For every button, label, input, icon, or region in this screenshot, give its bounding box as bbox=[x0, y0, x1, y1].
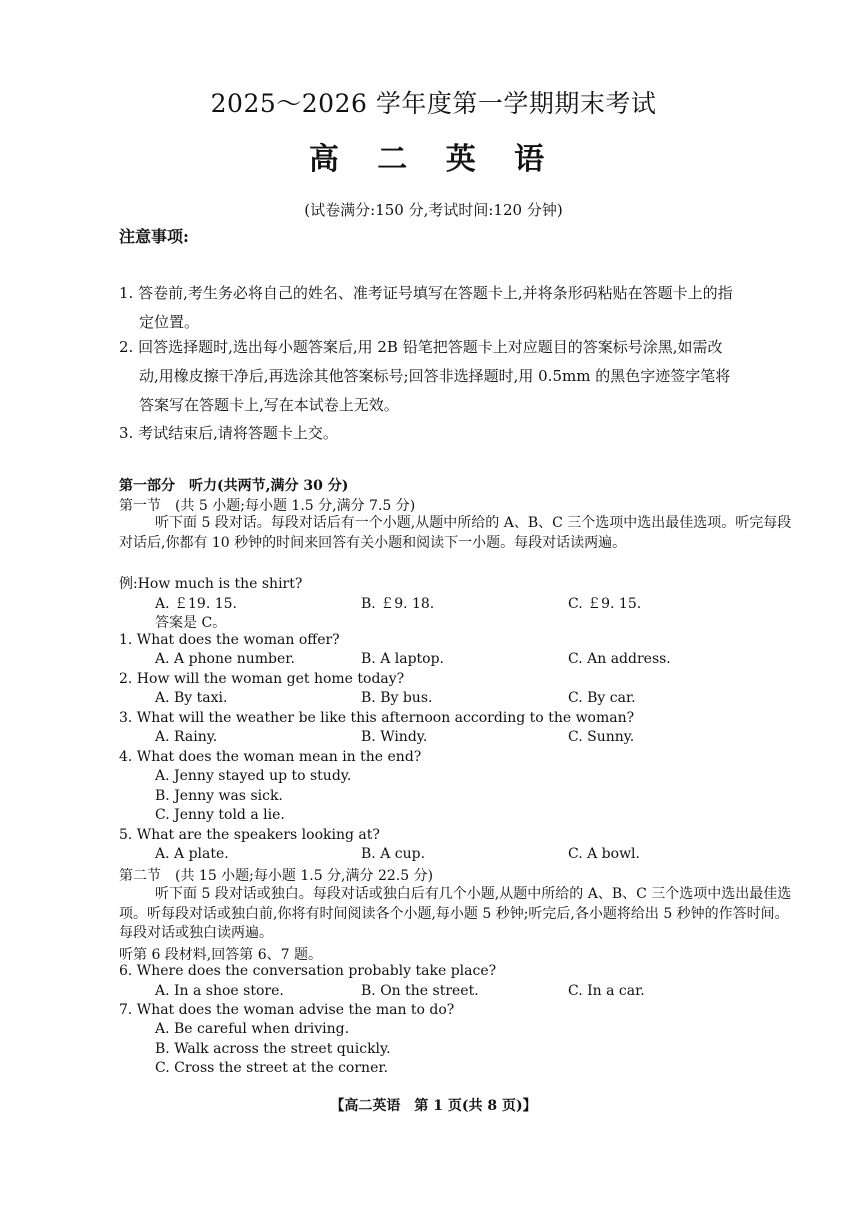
question-2-option-a: A. By taxi. bbox=[155, 690, 228, 706]
exam-title: 2025～2026 学年度第一学期期末考试 bbox=[210, 89, 657, 118]
notice-line: 2. 回答选择题时,选出每小题答案后,用 2B 铅笔把答题卡上对应题目的答案标号涂黑,如需改 bbox=[119, 338, 723, 356]
exam-info: (试卷满分:150 分,考试时间:120 分钟) bbox=[304, 201, 563, 219]
question-6-option-c: C. In a car. bbox=[568, 983, 645, 999]
notice-line: 3. 考试结束后,请将答题卡上交。 bbox=[119, 424, 338, 442]
question-1: 1. What does the woman offer? bbox=[119, 632, 340, 648]
notice-item-2 bbox=[119, 333, 799, 420]
question-7-option-c: C. Cross the street at the corner. bbox=[155, 1060, 388, 1076]
notice-line: 答案写在答题卡上,写在本试卷上无效。 bbox=[139, 396, 399, 414]
question-6-option-b: B. On the street. bbox=[361, 983, 479, 999]
question-1-option-a: A. A phone number. bbox=[155, 651, 295, 667]
subject-title: 高 二 英 语 bbox=[308, 142, 559, 177]
question-4: 4. What does the woman mean in the end? bbox=[119, 749, 422, 765]
notice-line: 1. 答卷前,考生务必将自己的姓名、准考证号填写在答题卡上,并将条形码粘贴在答题卡上的指 bbox=[119, 284, 733, 302]
notice-item-1 bbox=[119, 279, 799, 337]
question-2-option-c: C. By car. bbox=[568, 690, 636, 706]
question-7-option-b: B. Walk across the street quickly. bbox=[155, 1041, 391, 1057]
question-4-option-c: C. Jenny told a lie. bbox=[155, 807, 285, 823]
example-question: 例:How much is the shirt? bbox=[119, 576, 303, 592]
section1-instructions: 听下面 5 段对话。每段对话后有一个小题,从题中所给的 A、B、C 三个选项中选出最佳选项。听完每段对话后,你都有 10 秒钟的时间来回答有关小题和阅读下一小题。每段对话读两遍。 bbox=[119, 515, 792, 551]
notice-item-3 bbox=[119, 419, 799, 448]
notice-line: 动,用橡皮擦干净后,再选涂其他答案标号;回答非选择题时,用 0.5mm 的黑色字迹签字笔将 bbox=[139, 367, 731, 385]
question-3: 3. What will the weather be like this afternoon according to the woman? bbox=[119, 710, 635, 726]
section1-heading: 第一节 (共 5 小题;每小题 1.5 分,满分 7.5 分) bbox=[119, 498, 416, 514]
section2-heading: 第二节 (共 15 小题;每小题 1.5 分,满分 22.5 分) bbox=[119, 868, 434, 884]
question-2-option-b: B. By bus. bbox=[361, 690, 433, 706]
question-3-option-a: A. Rainy. bbox=[155, 729, 218, 745]
example-option-a: A. ￡19. 15. bbox=[155, 596, 237, 612]
notice-line: 定位置。 bbox=[139, 313, 200, 331]
question-7: 7. What does the woman advise the man to do? bbox=[119, 1002, 455, 1018]
question-3-option-b: B. Windy. bbox=[361, 729, 428, 745]
question-5-option-b: B. A cup. bbox=[361, 846, 426, 862]
part1-heading: 第一部分 听力(共两节,满分 30 分) bbox=[119, 478, 349, 494]
question-2: 2. How will the woman get home today? bbox=[119, 671, 405, 687]
question-4-option-b: B. Jenny was sick. bbox=[155, 788, 283, 804]
question-5: 5. What are the speakers looking at? bbox=[119, 827, 380, 843]
question-6: 6. Where does the conversation probably take place? bbox=[119, 963, 497, 979]
question-5-option-a: A. A plate. bbox=[155, 846, 229, 862]
question-1-option-b: B. A laptop. bbox=[361, 651, 445, 667]
example-option-b: B. ￡9. 18. bbox=[361, 596, 435, 612]
question-3-option-c: C. Sunny. bbox=[568, 729, 635, 745]
question-1-option-c: C. An address. bbox=[568, 651, 671, 667]
example-option-c: C. ￡9. 15. bbox=[568, 596, 642, 612]
question-4-option-a: A. Jenny stayed up to study. bbox=[155, 768, 352, 784]
question-5-option-c: C. A bowl. bbox=[568, 846, 640, 862]
example-answer: 答案是 C。 bbox=[155, 615, 227, 631]
section2-instructions: 听下面 5 段对话或独白。每段对话或独白后有几个小题,从题中所给的 A、B、C 三个选项中选出最佳选项。听每段对话或独白前,你将有时间阅读各个小题,每小题 5 秒钟;听完后,各小题将给出 5 秒钟的作答时间。每段对话或独白读两遍。 bbox=[119, 886, 792, 942]
question-7-option-a: A. Be careful when driving. bbox=[155, 1021, 350, 1037]
material-note: 听第 6 段材料,回答第 6、7 题。 bbox=[119, 947, 322, 963]
page-footer: 【高二英语 第 1 页(共 8 页)】 bbox=[330, 1098, 537, 1114]
question-6-option-a: A. In a shoe store. bbox=[155, 983, 284, 999]
notice-title: 注意事项: bbox=[119, 227, 189, 246]
